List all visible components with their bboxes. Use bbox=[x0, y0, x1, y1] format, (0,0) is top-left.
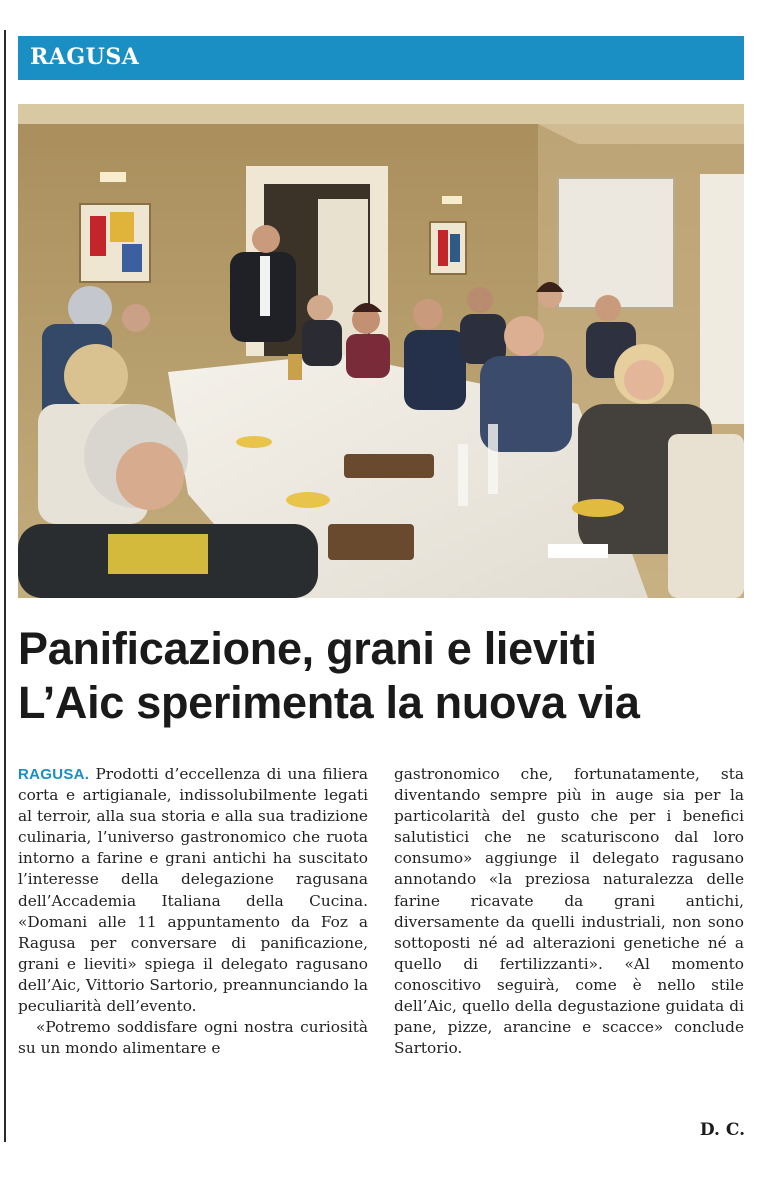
section-label: RAGUSA bbox=[30, 44, 140, 70]
article-column-right bbox=[394, 764, 744, 1059]
dateline: RAGUSA. bbox=[18, 766, 90, 783]
headline-line-2: L’Aic sperimenta la nuova via bbox=[18, 677, 640, 728]
article-column-left bbox=[18, 764, 368, 1059]
dinner-photo-illustration bbox=[18, 104, 744, 598]
column-rule bbox=[4, 30, 6, 1142]
article-paragraph-2-start: «Potremo soddisfare ogni nostra curiosità su un mondo alimentare e bbox=[18, 1018, 368, 1058]
article-headline bbox=[18, 622, 748, 730]
article-photo bbox=[18, 104, 744, 598]
paragraph-1-text: Prodotti d’eccellenza di una filiera corta e artigianale, indissolubilmente legati al terroir, alla sua storia e alla sua tradizione culinaria, l’universo gastronomico che ruota intorno a farine e grani antichi ha suscitato l’interesse della delegazione ragusana dell’Accademia Italiana della Cucina. «Domani alle 11 appuntamento da Foz a Ragusa per conversare di panificazione, grani e lieviti» spiega il delegato ragusano dell’Aic, Vittorio Sartorio, preannunciando la peculiarità dell’evento. bbox=[18, 765, 368, 1016]
article-paragraph-1 bbox=[18, 764, 368, 1017]
section-header bbox=[18, 36, 744, 80]
article-paragraph-2-end: gastronomico che, fortunatamente, sta diventando sempre più in auge sia per la particolarità del gusto che per i benefici salutistici che ne scaturiscono dal loro consumo» aggiunge il delegato ragusano annotando «la preziosa naturalezza delle farine ricavate da grani antichi, diversamente da quelli industriali, non sono sottoposti né ad alterazioni genetiche né a quello di fertilizzanti». «Al momento conoscitivo seguirà, come è nello stile dell’Aic, quello della degustazione guidata di pane, pizze, arancine e scacce» conclude Sartorio. bbox=[394, 765, 744, 1058]
author-signature: D. C. bbox=[699, 1120, 745, 1140]
headline-line-1: Panificazione, grani e lieviti bbox=[18, 623, 597, 674]
